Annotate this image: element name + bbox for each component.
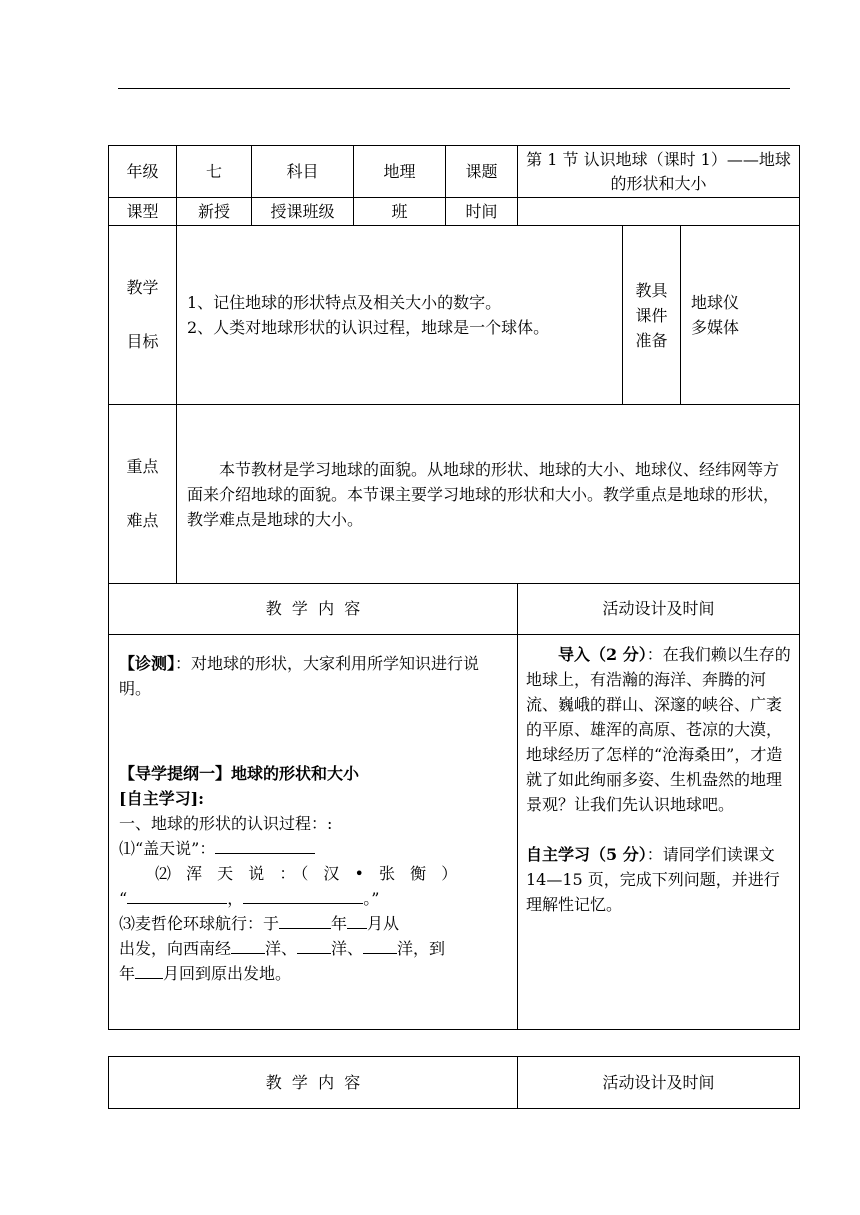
- blank-gaitian[interactable]: [215, 837, 315, 854]
- q13-b: 出发，向西南经: [119, 939, 232, 958]
- keypoints-label-bottom: 难点: [126, 511, 159, 530]
- grade-label: [108, 145, 177, 198]
- goal-item-1: 1、记住地球的形状特点及相关大小的数字。: [187, 293, 502, 312]
- keypoints-text: 本节教材是学习地球的面貌。从地球的形状、地球的大小、地球仪、经纬网等方面来介绍地球的面貌。本节课主要学习地球的形状和大小。教学重点是地球的形状，教学难点是地球的大小。: [187, 459, 780, 529]
- self-study: [526, 842, 791, 917]
- question-1-3-line1: [119, 911, 508, 936]
- question-1-2-blanks: [119, 886, 508, 911]
- subject-label-text: 科目: [286, 161, 319, 181]
- question-1-title: 一、地球的形状的认识过程：:: [119, 814, 333, 833]
- blank-ocean-2[interactable]: [297, 937, 331, 954]
- subject-value: [353, 145, 446, 198]
- blank-huntian-1[interactable]: [127, 887, 227, 904]
- quote-open: “: [119, 889, 128, 908]
- class-value: [353, 197, 446, 226]
- tools-label-3: 准备: [635, 330, 668, 350]
- goals-label-bottom: 目标: [126, 332, 159, 351]
- topic-value: [517, 145, 800, 198]
- type-value: [176, 197, 252, 226]
- quote-sep: ，: [227, 889, 244, 908]
- tools-label-1: 教具: [635, 280, 668, 300]
- keypoints-label-top: 重点: [126, 457, 159, 476]
- goals-content: [176, 225, 623, 405]
- q13-month: 月从: [367, 914, 400, 933]
- header-rule: [118, 88, 790, 89]
- blank-year[interactable]: [279, 912, 331, 929]
- q13-ocean1: 洋、: [265, 939, 298, 958]
- goals-label-top: 教学: [126, 278, 159, 297]
- type-value-text: 新授: [197, 201, 230, 221]
- grade-value-text: 七: [205, 161, 222, 181]
- tools-value-2: 多媒体: [691, 318, 740, 337]
- topic-value-text: 第 1 节 认识地球（课时 1）——地球的形状和大小: [526, 149, 791, 193]
- class-value-text: 班: [391, 201, 408, 221]
- blank-huntian-2[interactable]: [243, 887, 363, 904]
- q13-c-end: 月回到原出发地。: [163, 964, 292, 983]
- self-study-label: [自主学习]:: [119, 789, 205, 808]
- tools-value: [680, 225, 800, 405]
- blank-ocean-1[interactable]: [231, 937, 265, 954]
- keypoints-content: [176, 404, 800, 584]
- content-header: [108, 583, 518, 635]
- question-1-1: [119, 836, 508, 861]
- activity-body: [517, 634, 800, 1030]
- topic-label: [445, 145, 518, 198]
- subject-value-text: 地理: [383, 161, 416, 181]
- question-1-2-text: ⑵ 浑 天 说 ：（ 汉 • 张 衡 ）: [155, 864, 463, 883]
- intro-text: ：在我们赖以生存的地球上，有浩瀚的海洋、奔腾的河流、巍峨的群山、深邃的峡谷、广袤的平原、雄浑的高原、苍凉的大漠，地球经历了怎样的“沧海桑田”，才造就了如此绚丽多姿、生机盎然的地理景观？让我们先认识地球吧。: [526, 645, 791, 814]
- q13-ocean2: 洋、: [331, 939, 364, 958]
- q13-ocean3: 洋，到: [397, 939, 446, 958]
- q13-year: 年: [331, 914, 348, 933]
- self-study-title: 自主学习（5 分）: [526, 845, 647, 864]
- topic-label-text: 课题: [465, 161, 498, 181]
- content-header-text: 教 学 内 容: [265, 599, 361, 618]
- question-1-1-text: ⑴“盖天说”：: [119, 839, 216, 858]
- question-1-2: [119, 861, 508, 886]
- blank-return-month[interactable]: [135, 962, 163, 979]
- type-label-text: 课型: [126, 201, 159, 221]
- grade-value: [176, 145, 252, 198]
- tools-label: [622, 225, 681, 405]
- goal-item-2: 2、人类对地球形状的认识过程，地球是一个球体。: [187, 318, 550, 337]
- diagnose: [119, 651, 508, 701]
- tools-value-1: 地球仪: [691, 293, 740, 312]
- next-content-header-text: 教 学 内 容: [265, 1072, 361, 1092]
- keypoints-label: [108, 404, 177, 584]
- type-label: [108, 197, 177, 226]
- grade-label-text: 年级: [126, 161, 159, 181]
- activity-header-text: 活动设计及时间: [602, 599, 715, 618]
- time-label-text: 时间: [465, 201, 498, 221]
- intro: [526, 642, 791, 817]
- question-1-3-line3: [119, 961, 508, 986]
- diagnose-text: ：对地球的形状，大家利用所学知识进行说明。: [119, 654, 480, 698]
- outline-title: 【导学提纲一】地球的形状和大小: [119, 764, 360, 783]
- class-label: [251, 197, 354, 226]
- question-1-3-line2: [119, 936, 508, 961]
- class-label-text: 授课班级: [270, 201, 335, 221]
- blank-month[interactable]: [347, 912, 367, 929]
- content-body: [108, 634, 518, 1030]
- goals-label: [108, 225, 177, 405]
- next-activity-header: [517, 1056, 800, 1109]
- quote-end: 。”: [363, 889, 380, 908]
- next-activity-header-text: 活动设计及时间: [602, 1072, 715, 1092]
- intro-title: 导入（2 分）: [558, 645, 647, 664]
- diagnose-title: 【诊测】: [119, 654, 176, 673]
- activity-header: [517, 583, 800, 635]
- blank-ocean-3[interactable]: [363, 937, 397, 954]
- subject-label: [251, 145, 354, 198]
- next-content-header: [108, 1056, 518, 1109]
- time-label: [445, 197, 518, 226]
- tools-label-2: 课件: [635, 305, 668, 325]
- self-study-text: ：请同学们读课文 14—15 页，完成下列问题，并进行理解性记忆。: [526, 845, 780, 914]
- q13-a: ⑶麦哲伦环球航行：于: [119, 914, 280, 933]
- time-value: [517, 197, 800, 226]
- q13-c-year: 年: [119, 964, 136, 983]
